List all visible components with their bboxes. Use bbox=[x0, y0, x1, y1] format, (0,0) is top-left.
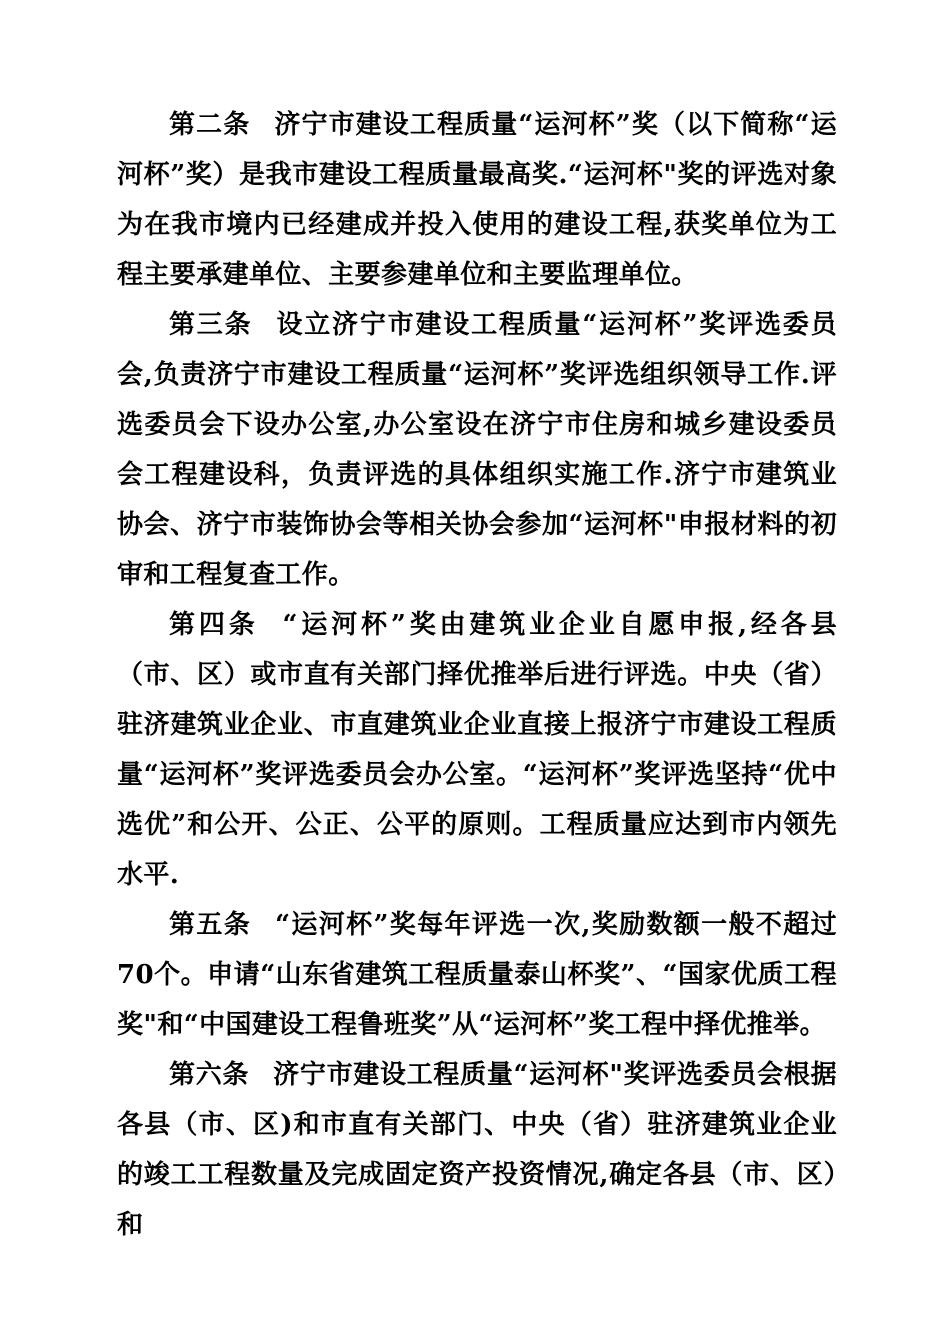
article-6-text: 济宁市建设工程质量“运河杯"奖评选委员会根据各县（市、区)和市直有关部门、中央（省）驻济建筑业企业的竣工工程数量及完成固定资产投资情况,确定各县（市、区）和 bbox=[117, 1060, 837, 1240]
article-2-text: 济宁市建设工程质量“运河杯”奖（以下简称“运河杯”奖）是我市建设工程质量最高奖.“运河杯"奖的评选对象为在我市境内已经建成并投入使用的建设工程,获奖单位为工程主要承建单位、主要参建单位和主要监理单位。 bbox=[117, 110, 837, 290]
article-6-paragraph bbox=[117, 1050, 837, 1250]
article-5-text: “运河杯”奖每年评选一次,奖励数额一般不超过70个。申请“山东省建筑工程质量泰山杯奖”、“国家优质工程奖"和“中国建设工程鲁班奖”从“运河杯”奖工程中择优推举。 bbox=[117, 910, 838, 1040]
article-2-paragraph bbox=[117, 100, 837, 300]
article-5-paragraph bbox=[117, 900, 837, 1050]
article-5-label: 第五条 bbox=[169, 910, 252, 940]
article-6-label: 第六条 bbox=[169, 1060, 250, 1090]
article-4-paragraph bbox=[117, 600, 837, 900]
article-3-paragraph bbox=[117, 300, 837, 600]
article-2-label: 第二条 bbox=[169, 110, 251, 140]
article-4-text: “运河杯”奖由建筑业企业自愿申报,经各县（市、区）或市直有关部门择优推举后进行评选。中央（省）驻济建筑业企业、市直建筑业企业直接上报济宁市建设工程质量“运河杯”奖评选委员会办公室。“运河杯”奖评选坚持“优中选优”和公开、公正、公平的原则。工程质量应达到市内领先水平. bbox=[117, 610, 837, 890]
document-page bbox=[117, 100, 837, 1250]
article-4-label: 第四条 bbox=[169, 610, 259, 640]
article-3-text: 设立济宁市建设工程质量“运河杯”奖评选委员会,负责济宁市建设工程质量“运河杯”奖评选组织领导工作.评选委员会下设办公室,办公室设在济宁市住房和城乡建设委员会工程建设科，负责评选的具体组织实施工作.济宁市建筑业协会、济宁市装饰协会等相关协会参加“运河杯"申报材料的初审和工程复查工作。 bbox=[117, 310, 837, 590]
article-3-label: 第三条 bbox=[169, 310, 253, 340]
